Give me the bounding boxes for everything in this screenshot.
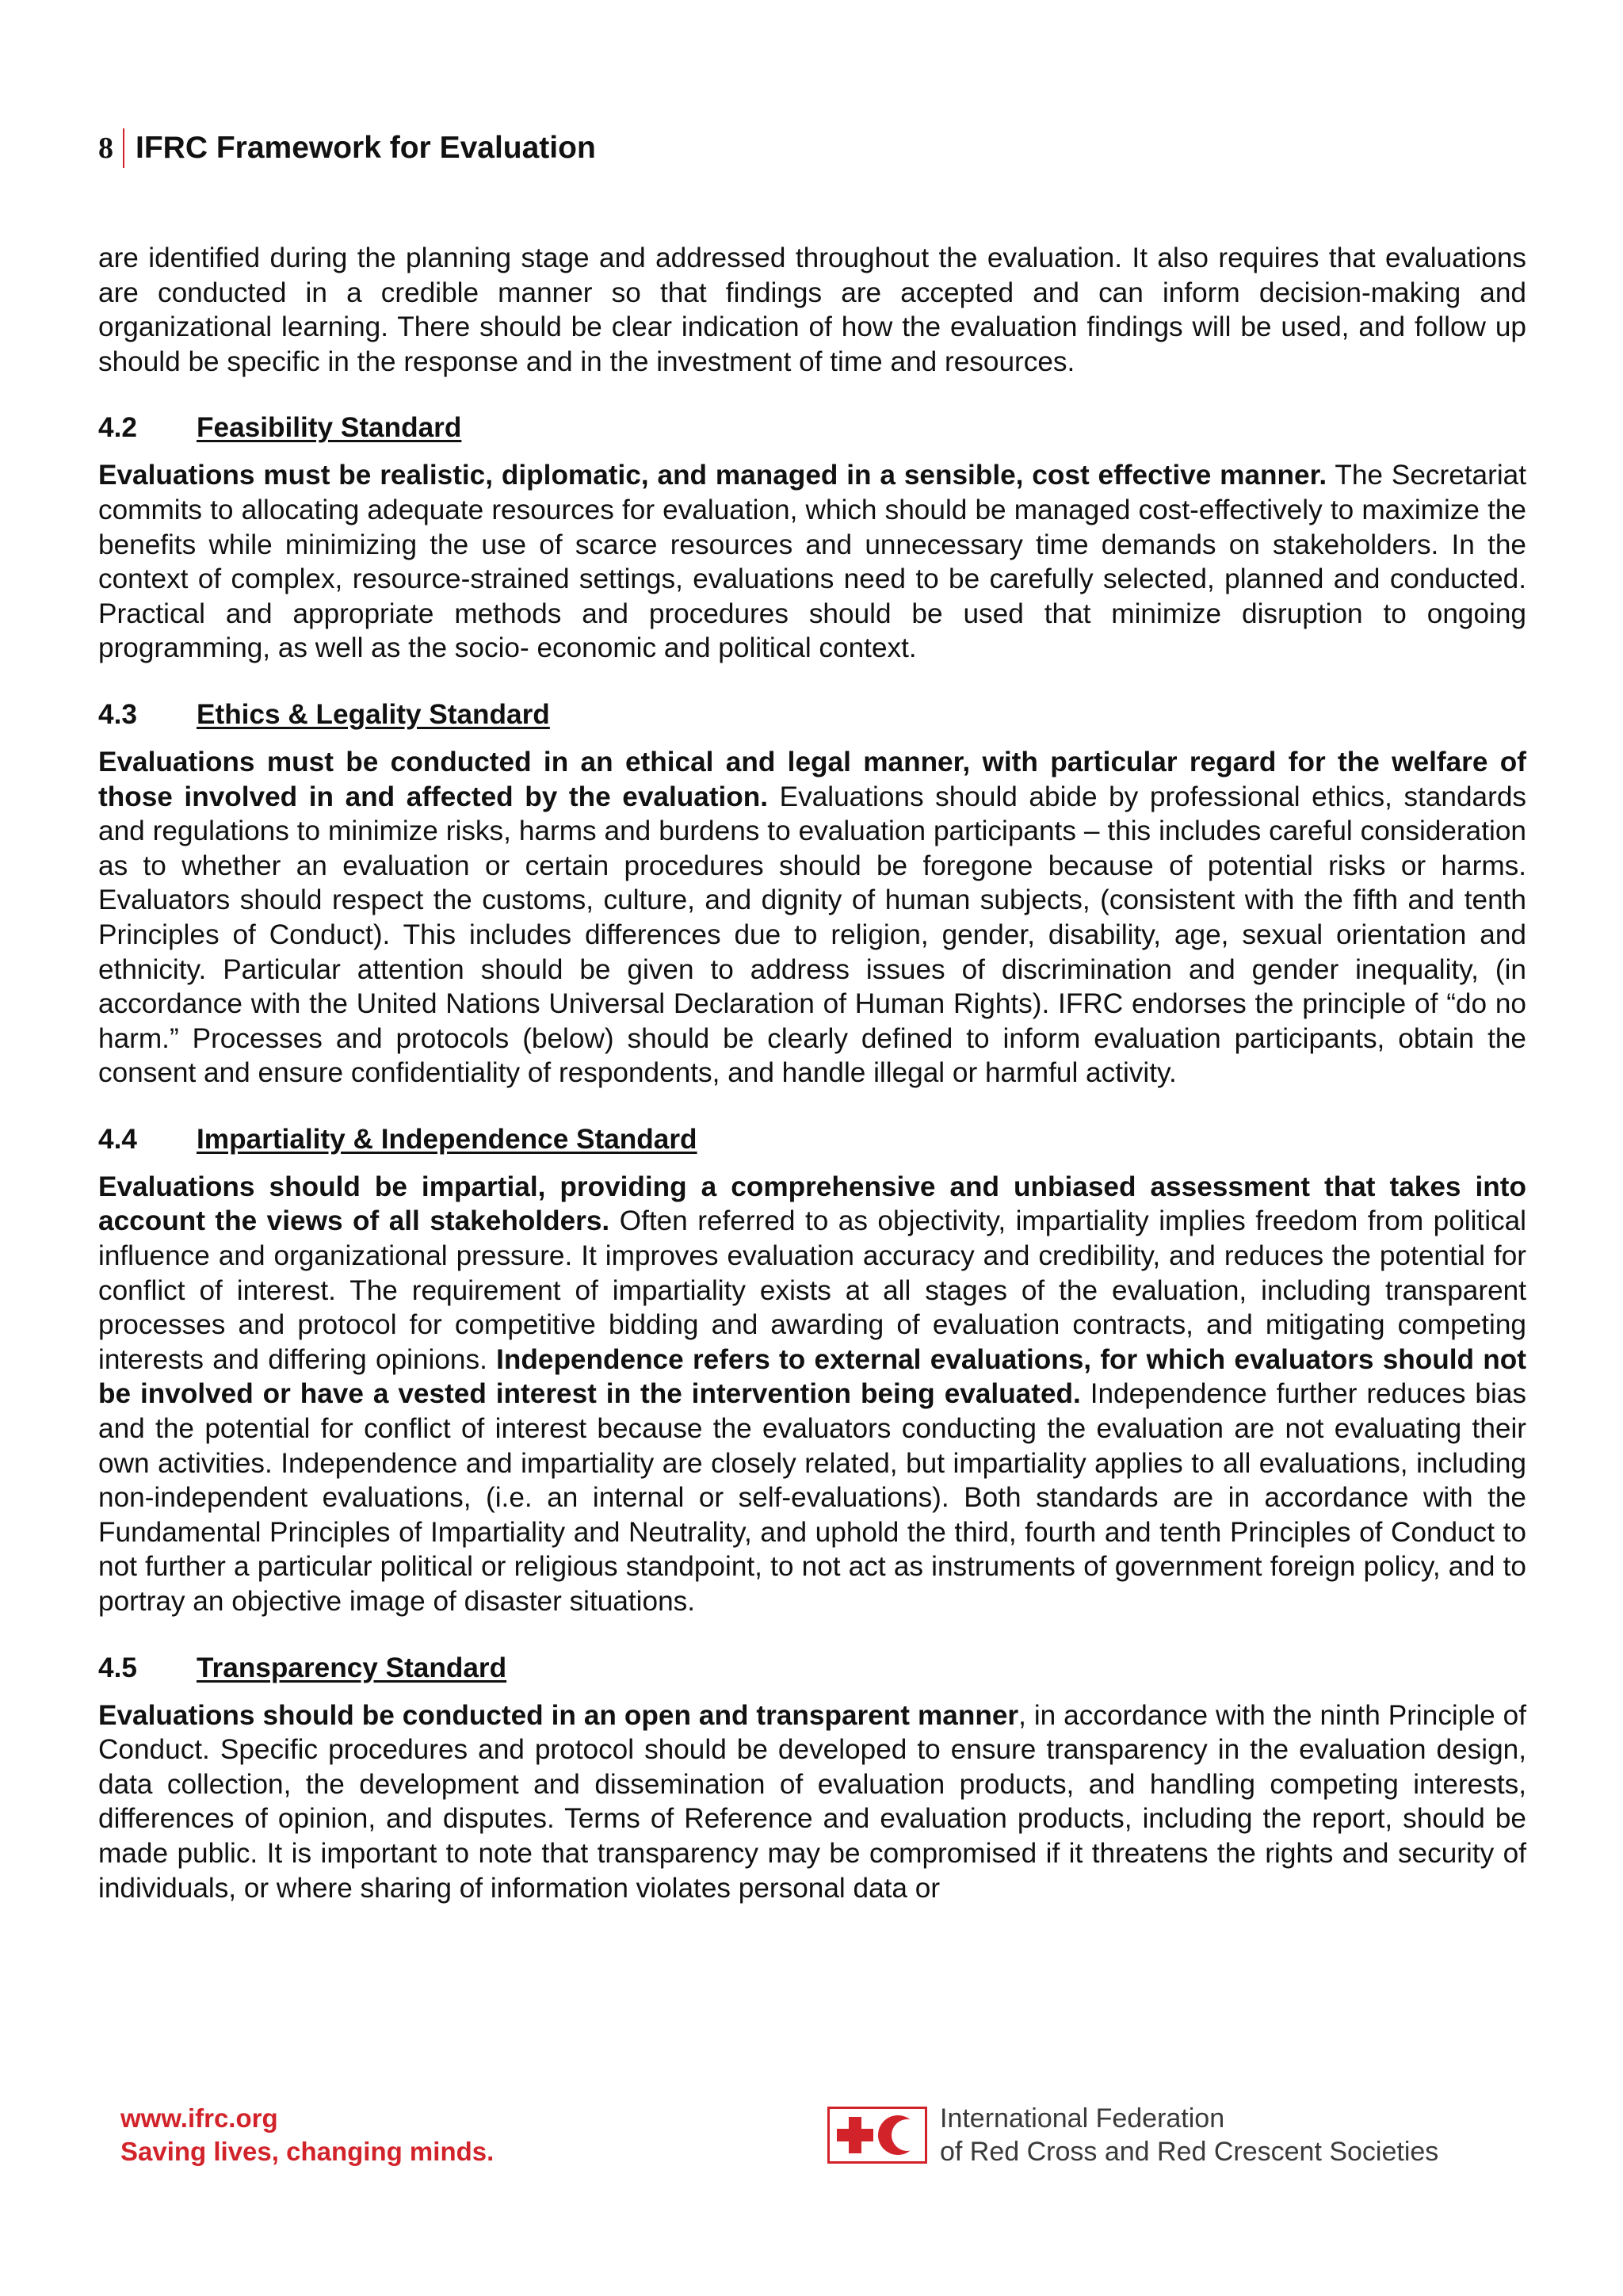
section-title: Impartiality & Independence Standard (197, 1123, 697, 1155)
paragraph-body: Independence further reduces bias and the potential for conflict of interest because the evaluators conducting the evaluation are not evaluating their own activities. Independence and impartiality are closely related, but impartiality applies to all evaluations, including non-independent evaluations, (i.e. an internal or self-evaluations). Both standards are in accordance with the Fundamental Principles of Impartiality and Neutrality, and uphold the third, fourth and tenth Principles of Conduct to not further a particular political or religious standpoint, to not act as instruments of government foreign policy, and to portray an objective image of disaster situations. (98, 1378, 1526, 1617)
independence-definition: Independence refers to external evaluations, for which evaluators should not be involved or have a vested interest in the intervention being evaluated. (98, 1343, 1526, 1410)
lead-sentence: Evaluations must be conducted in an ethical and legal manner, with particular regard for the welfare of those involved in and affected by the evaluation. (98, 746, 1526, 812)
section-title: Ethics & Legality Standard (197, 698, 550, 730)
organization-name (940, 2102, 1438, 2168)
section-paragraph (98, 745, 1526, 1091)
section-paragraph (98, 1698, 1526, 1906)
red-cross-red-crescent-emblem-icon (827, 2107, 927, 2164)
intro-paragraph: are identified during the planning stage and addressed throughout the evaluation. It also requires that evaluations are conducted in a credible manner so that findings are accepted and can inform decision-making and organizational learning. There should be clear indication of how the evaluation findings will be used, and follow up should be specific in the response and in the investment of time and resources. (98, 243, 1526, 377)
section-title: Transparency Standard (197, 1652, 507, 1683)
section-paragraph (98, 458, 1526, 666)
page-number: 8 (98, 128, 124, 168)
org-name-line1: International Federation (940, 2103, 1225, 2134)
website-link[interactable]: www.ifrc.org (120, 2103, 278, 2133)
document-title: IFRC Framework for Evaluation (136, 131, 596, 165)
paragraph-body: Evaluations should abide by professional ethics, standards and regulations to minimize risks, harms and burdens to evaluation participants – this includes careful consideration as to whether an evaluation or certain procedures should be foregone because of potential risks or harms. Evaluators should respect the customs, culture, and dignity of human subjects, (consistent with the fifth and tenth Principles of Conduct). This includes differences due to religion, gender, disability, age, sexual orientation and ethnicity. Particular attention should be given to address issues of discrimination and gender inequality, (in accordance with the United Nations Universal Declaration of Human Rights). IFRC endorses the principle of “do no harm.” Processes and protocols (below) should be clearly defined to inform evaluation participants, obtain the consent and ensure confidentiality of respondents, and handle illegal or harmful activity. (98, 781, 1526, 1089)
section-feasibility (98, 411, 1526, 666)
section-heading (98, 411, 1526, 445)
slogan: Saving lives, changing minds. (120, 2137, 495, 2166)
section-title: Feasibility Standard (197, 412, 462, 444)
page-header (98, 125, 596, 171)
paragraph-body: Often referred to as objectivity, impartiality implies freedom from political influence and organizational pressure. It improves evaluation accuracy and credibility, and reduces the potential for conflict of interest. The requirement of impartiality exists at all stages of the evaluation, including transparent processes and protocol for competitive bidding and awarding of evaluation contracts, and mitigating competing interests and differing opinions. (98, 1205, 1526, 1375)
section-number: 4.3 (98, 698, 137, 730)
section-number: 4.5 (98, 1652, 137, 1683)
paragraph-body: , in accordance with the ninth Principle of Conduct. Specific procedures and protocol should be developed to ensure transparency in the evaluation design, data collection, the development and dissemination of evaluation products, and handling competing interests, differences of opinion, and disputes. Terms of Reference and evaluation products, including the report, should be made public. It is important to note that transparency may be compromised if it threatens the rights and security of individuals, or where sharing of information violates personal data or (98, 1699, 1526, 1904)
section-ethics-legality (98, 697, 1526, 1091)
org-logo (827, 2102, 1438, 2168)
section-heading (98, 1122, 1526, 1157)
main-content (98, 241, 1526, 1905)
section-heading (98, 1651, 1526, 1686)
lead-sentence: Evaluations should be conducted in an open and transparent manner (98, 1699, 1019, 1731)
section-number: 4.2 (98, 412, 137, 444)
section-heading (98, 697, 1526, 732)
section-impartiality-independence (98, 1122, 1526, 1619)
lead-sentence: Evaluations must be realistic, diplomatic, and managed in a sensible, cost effective manner. (98, 460, 1327, 491)
section-paragraph (98, 1170, 1526, 1619)
section-number: 4.4 (98, 1123, 137, 1155)
lead-sentence: Evaluations should be impartial, providing a comprehensive and unbiased assessment that takes into account the views of all stakeholders. (98, 1171, 1526, 1237)
footer-tagline (120, 2102, 494, 2168)
org-name-line2: of Red Cross and Red Crescent Societies (940, 2137, 1439, 2167)
paragraph-body: The Secretariat commits to allocating adequate resources for evaluation, which should be managed cost-effectively to maximize the benefits while minimizing the use of scarce resources and unnecessary time demands on stakeholders. In the context of complex, resource-strained settings, evaluations need to be carefully selected, planned and conducted. Practical and appropriate methods and procedures should be used that minimize disruption to ongoing programming, as well as the socio- economic and political context. (98, 460, 1527, 664)
section-transparency (98, 1651, 1526, 1906)
